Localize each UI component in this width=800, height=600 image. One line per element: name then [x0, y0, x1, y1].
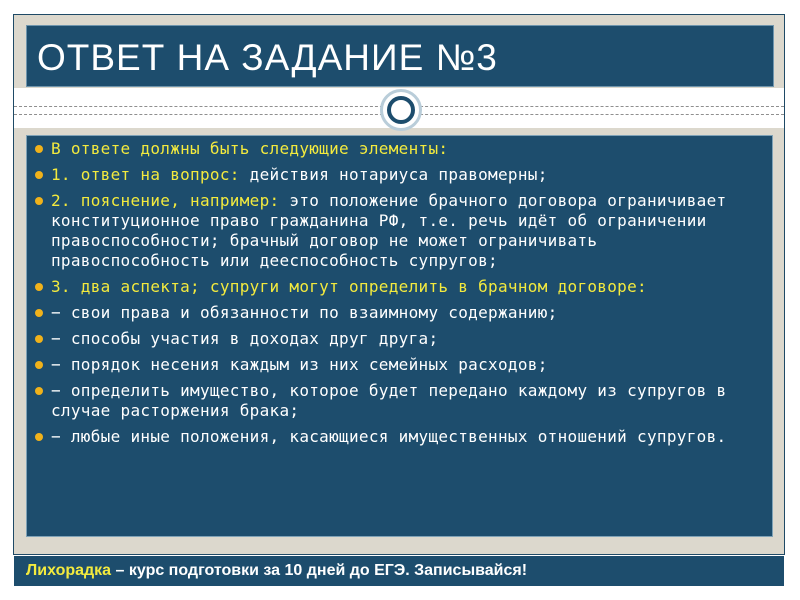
list-item-text: действия нотариуса правомерны;	[239, 165, 548, 184]
list-item	[27, 329, 774, 349]
footer-brand: Лихорадка	[26, 562, 112, 579]
answer-list	[27, 139, 774, 453]
list-item-lead: В ответе должны быть следующие элементы:	[51, 139, 449, 158]
bullet-icon	[35, 283, 43, 291]
slide-title: ОТВЕТ НА ЗАДАНИЕ №3	[37, 37, 498, 78]
list-item-text: это положение брачного договора ограничивает конституционное право гражданина РФ, т.е. речь идёт об ограничении правоспособности; брачный договор не может ограничивать правоспособность или дееспособность супругов;	[51, 191, 727, 270]
bullet-icon	[35, 335, 43, 343]
list-item	[27, 355, 774, 375]
footer-text	[26, 561, 527, 581]
list-item	[27, 381, 774, 421]
content-panel	[26, 135, 773, 537]
list-item-text: − способы участия в доходах друг друга;	[51, 329, 439, 348]
list-item	[27, 165, 774, 185]
list-item	[27, 191, 774, 271]
divider-ring-inner	[387, 96, 415, 124]
list-item	[27, 139, 774, 159]
bullet-icon	[35, 197, 43, 205]
list-item	[27, 277, 774, 297]
bullet-icon	[35, 309, 43, 317]
list-item	[27, 427, 774, 447]
list-item-lead: 1. ответ на вопрос:	[51, 165, 240, 184]
footer-tagline: – курс подготовки за 10 дней до ЕГЭ. Записывайся!	[111, 562, 528, 579]
list-item-lead: 2. пояснение, например:	[51, 191, 280, 210]
list-item	[27, 303, 774, 323]
list-item-text: − порядок несения каждым из них семейных расходов;	[51, 355, 548, 374]
list-item-text: − определить имущество, которое будет передано каждому из супругов в случае расторжения брака;	[51, 381, 727, 420]
bullet-icon	[35, 145, 43, 153]
divider-ring-icon	[380, 89, 422, 131]
footer-banner	[14, 556, 784, 586]
title-panel	[26, 25, 774, 87]
list-item-text: − любые иные положения, касающиеся имущественных отношений супругов.	[51, 427, 727, 446]
list-item-text: − свои права и обязанности по взаимному содержанию;	[51, 303, 558, 322]
bullet-icon	[35, 433, 43, 441]
bullet-icon	[35, 361, 43, 369]
list-item-lead: 3. два аспекта; супруги могут определить в брачном договоре:	[51, 277, 647, 296]
bullet-icon	[35, 387, 43, 395]
bullet-icon	[35, 171, 43, 179]
